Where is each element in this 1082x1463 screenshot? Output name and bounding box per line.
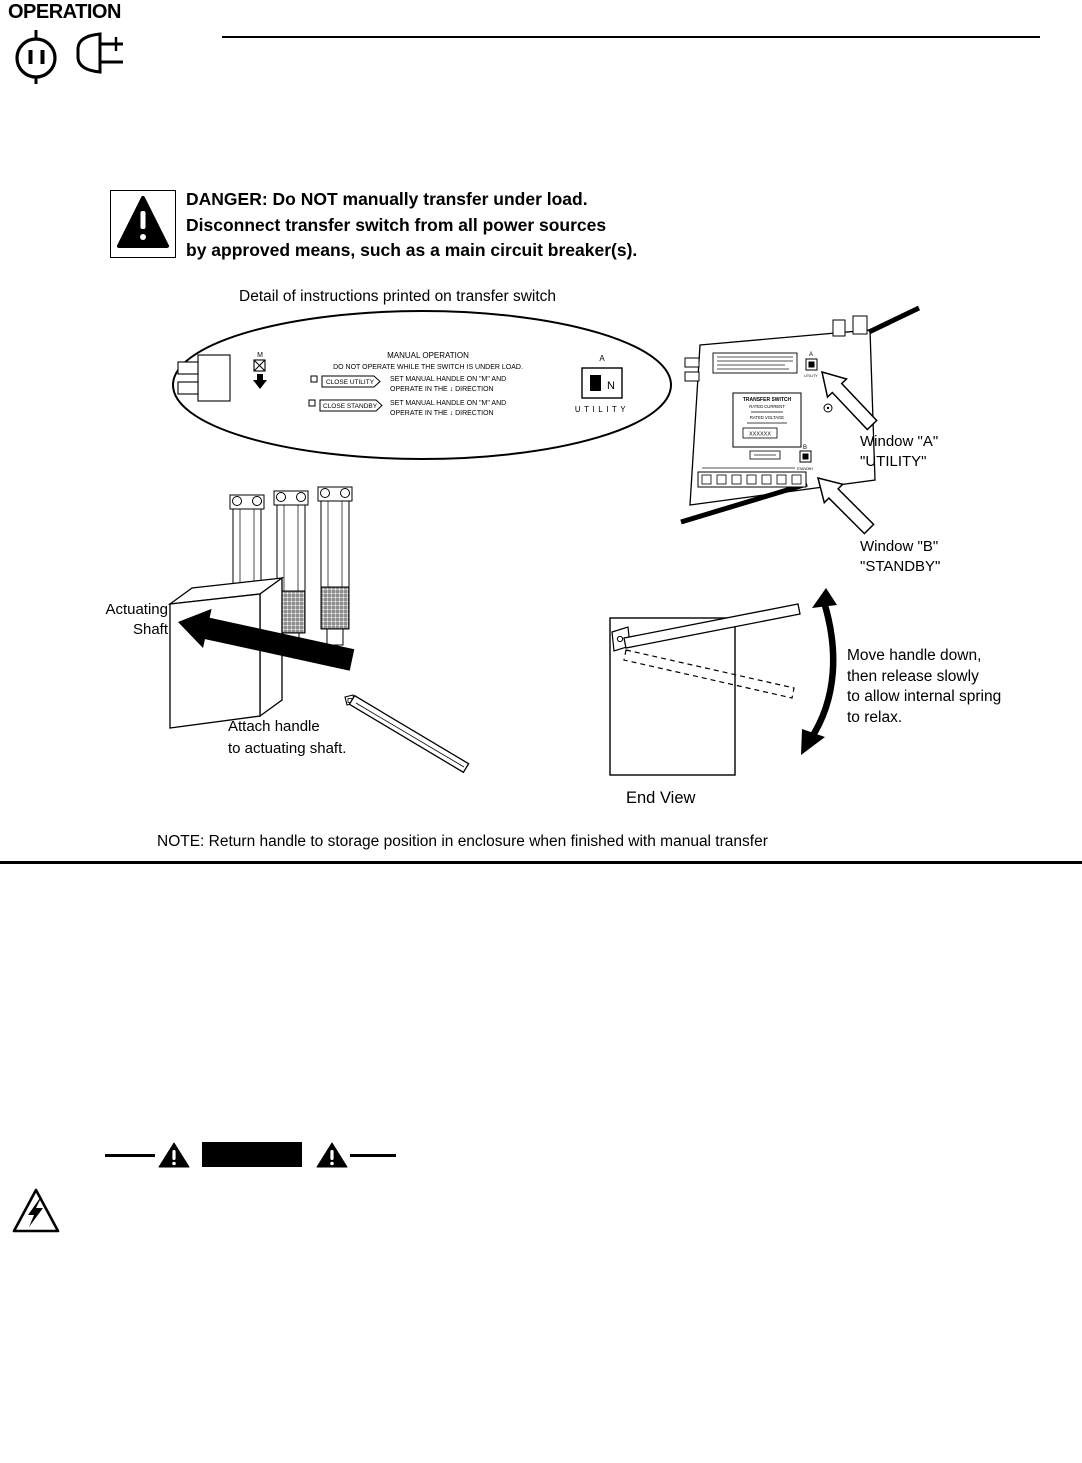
- plate-warning: DO NOT OPERATE WHILE THE SWITCH IS UNDER LOAD.: [333, 364, 523, 371]
- plug-icon: [66, 30, 128, 78]
- window-b-marker-word: STANDBY: [796, 467, 814, 471]
- window-a-marker-letter: A: [808, 352, 814, 358]
- motion-arrow: [810, 602, 833, 740]
- move-handle-line: then release slowly: [847, 667, 979, 685]
- window-b-marker-letter: B: [802, 445, 808, 451]
- actuating-shaft-label-line: Shaft: [132, 621, 168, 638]
- checkbox-standby: [309, 400, 315, 406]
- actuating-shaft-label: [95, 600, 168, 640]
- window-indicator-box: [582, 368, 622, 398]
- window-a-label-line: Window "A": [860, 433, 939, 450]
- window-b-label: [860, 537, 940, 577]
- instruction-plate-oval-diagram: [170, 308, 675, 463]
- danger-line: Disconnect transfer switch from all power sources: [186, 214, 607, 235]
- window-letter: A: [599, 354, 605, 363]
- window-word: UTILITY: [574, 405, 630, 414]
- move-handle-line: to allow internal spring: [847, 688, 1002, 705]
- switch-edge-sketch: [198, 355, 230, 401]
- attach-handle-label-line: Attach handle: [228, 718, 320, 735]
- operator-cabinet: [170, 578, 282, 728]
- m-marker-label: M: [257, 352, 263, 359]
- nameplate-title: TRANSFER SWITCH: [742, 397, 792, 403]
- high-voltage-icon: [10, 1186, 62, 1238]
- manual-handle: [345, 695, 469, 772]
- move-handle-line: Move handle down,: [847, 647, 982, 664]
- warning-triangle-icon: [111, 191, 175, 257]
- standby-instruction-1: SET MANUAL HANDLE ON "M" AND: [390, 400, 507, 407]
- move-handle-instruction: [847, 646, 1001, 728]
- window-n-letter: N: [607, 380, 615, 392]
- caution-band-line-left: [105, 1154, 155, 1157]
- window-a-label-line: "UTILITY": [860, 453, 927, 470]
- page-title: OPERATION: [8, 1, 121, 23]
- window-dark-segment: [590, 375, 601, 391]
- move-handle-line: to relax.: [847, 708, 903, 726]
- header-rule: [222, 36, 1040, 38]
- note-text: NOTE: Return handle to storage position in enclosure when finished with manual transfer: [157, 833, 768, 850]
- caution-triangle-icon: [316, 1141, 348, 1169]
- checkbox-utility: [311, 376, 317, 382]
- attach-handle-label-line: to actuating shaft.: [228, 740, 347, 757]
- caution-band-line-right: [350, 1154, 396, 1157]
- caution-triangle-icon: [158, 1141, 190, 1169]
- nameplate-serial: XXXXXX: [748, 431, 772, 438]
- section-divider: [0, 861, 1082, 864]
- motion-arrow-up-head-icon: [812, 588, 837, 608]
- window-a-label: [860, 432, 938, 472]
- actuating-shaft-label-line: Actuating: [105, 601, 168, 618]
- plate-title: MANUAL OPERATION: [387, 351, 469, 360]
- danger-text: [186, 187, 637, 264]
- nameplate: [733, 393, 801, 447]
- standby-instruction-2: OPERATE IN THE ↓ DIRECTION: [390, 410, 494, 417]
- danger-line: DANGER: Do NOT manually transfer under load.: [186, 189, 588, 209]
- mini-instruction-plate: [713, 353, 797, 373]
- danger-warning-box: [110, 190, 176, 258]
- window-b-label-line: "STANDBY": [860, 558, 941, 575]
- nameplate-rated-voltage: RATED VOLTAGE: [749, 415, 785, 420]
- nameplate-rated-current: RATED CURRENT: [749, 404, 785, 409]
- detail-caption: Detail of instructions printed on transfer switch: [239, 288, 557, 305]
- danger-line: by approved means, such as a main circuit breaker(s).: [186, 240, 638, 260]
- window-b-label-line: Window "B": [860, 538, 939, 555]
- window-b-callout-arrow-icon: [818, 478, 874, 534]
- motion-arrow-down-head-icon: [801, 729, 825, 755]
- caution-band-block: [202, 1142, 302, 1167]
- switch-pole: [318, 487, 352, 645]
- close-utility-label: CLOSE UTILITY: [326, 379, 375, 386]
- utility-instruction-2: OPERATE IN THE ↓ DIRECTION: [390, 386, 494, 393]
- attach-handle-label: [228, 716, 346, 760]
- receptacle-icon: [10, 26, 62, 84]
- utility-instruction-1: SET MANUAL HANDLE ON "M" AND: [390, 376, 507, 383]
- end-view-caption: End View: [626, 789, 696, 807]
- end-view-diagram: [600, 588, 860, 788]
- window-a-marker-word: UTILITY: [804, 374, 818, 378]
- close-standby-label: CLOSE STANDBY: [323, 403, 378, 410]
